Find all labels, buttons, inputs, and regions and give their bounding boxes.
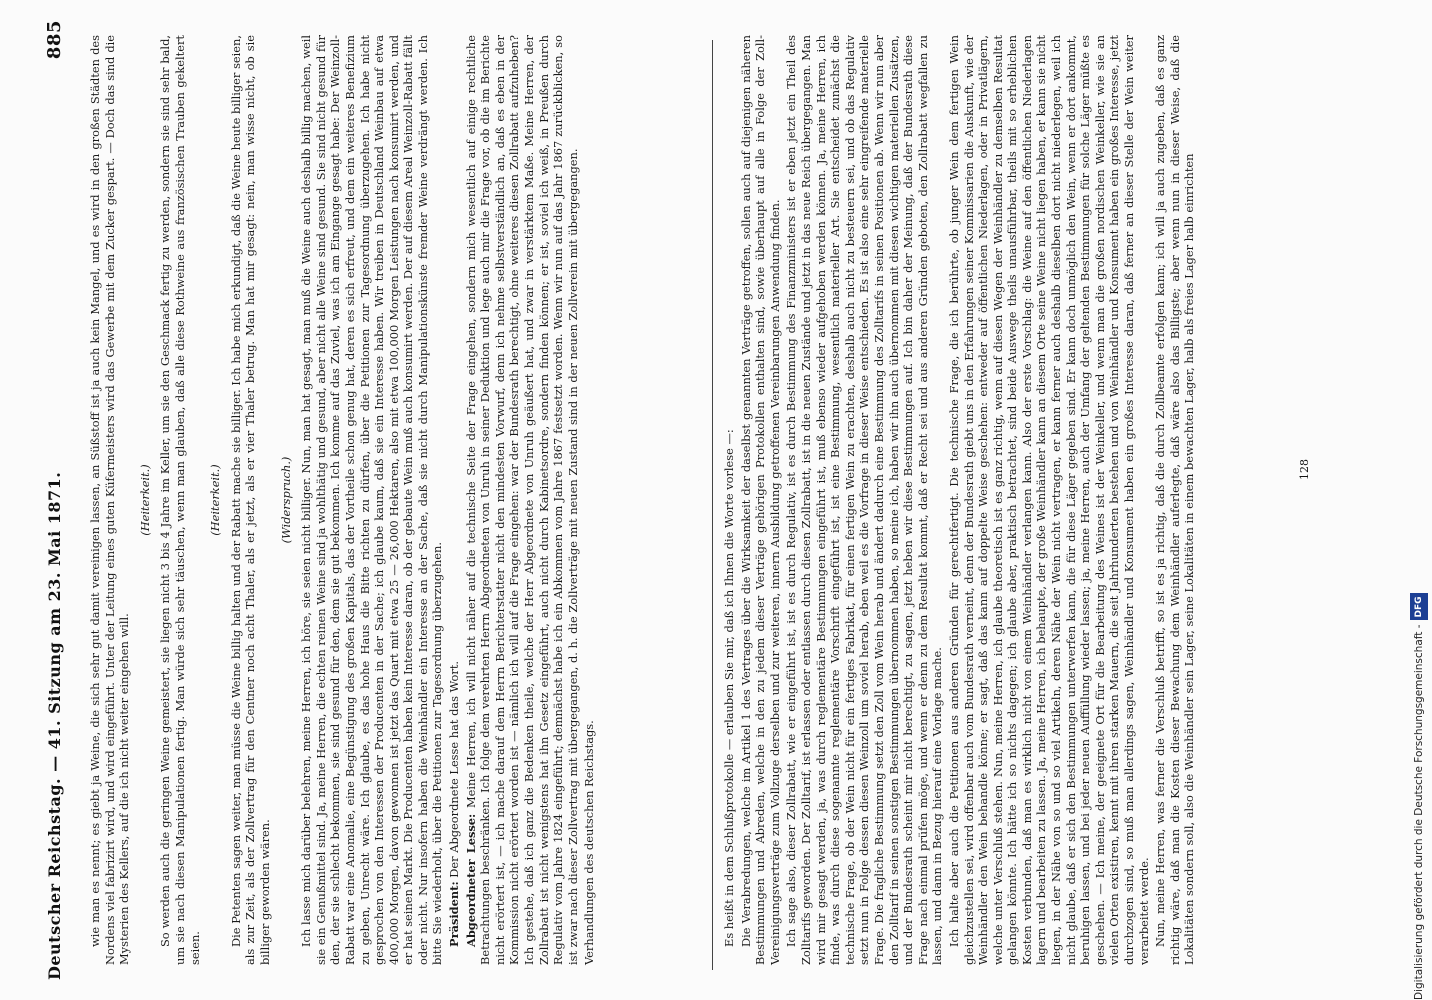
stage-direction: (Widerspruch.) bbox=[278, 456, 293, 544]
stage-direction: (Heiterkeit.) bbox=[208, 464, 223, 536]
signature-mark: 128 bbox=[1298, 459, 1311, 480]
page-number: 885 bbox=[43, 20, 65, 60]
speaker-name: Abgeordneter Lesse: bbox=[463, 813, 478, 947]
paragraph: Die Verabredungen, welche im Artikel 1 des Vertrages über die Wirksamkeit der daselbst genannten Verträge getroffen, sollen auch auf diejenigen näheren Bestimmungen und Abreden, welche in den zu jedem dieser Verträge gehörigen Protokollen enthalten sind, sowie überhaupt auf alle in Folge der Zoll-Vereinigungsverträge zum Vollzuge derselben und zur weiteren, innern Ausbildung getroffenen Vereinbarungen Anwendung finden. bbox=[738, 35, 782, 965]
stage-direction: (Heiterkeit.) bbox=[137, 464, 152, 536]
paragraph: Es heißt in dem Schlußprotokolle — erlauben Sie mir, daß ich Ihnen die Worte vorlese —: bbox=[722, 429, 736, 947]
text-column-left bbox=[88, 35, 688, 965]
dfg-logo: DFG bbox=[1410, 593, 1428, 620]
column-divider bbox=[712, 40, 713, 970]
speech-paragraph bbox=[447, 35, 462, 965]
paragraph: Nun, meine Herren, was ferner die Verschluß betrifft, so ist es ja richtig, daß die durch Zollbeamte erfolgen kann; ich will ja auch zugeben, daß es ganz richtig wäre, daß man die Kosten dieser Bewachung dem Weinhändler auferlegte, daß wäre also das Billigste; aber wenn nun in dieser Weise, daß die Lokalitäten sondern soll, also die Weinhändler sein Lager, seine Lokalitäten in einem bewachten Lager, halb als freies Lager halb einrichten bbox=[1153, 35, 1197, 965]
paragraph: Ich lasse mich darüber belehren, meine Herren, ich höre, sie seien nicht billiger. Nun, man hat gesagt, man muß die Weine auch deshalb billig machen, weil sie ein Genußmittel sind. Ja, meine Herren, die echten reinen Weine sind ja wohlthätig und gesund, aber nicht alle Weine sind gesund. Sie sind nicht gesund für den, der sie schlecht bekommen, sie sind gesund für den, dem sie gut bekommen. Ich komme auf das Zuviel, was ich am Eingange gesagt habe: Der Weinzoll-Rabatt war eine Anomalie, eine Begünstigung des großen Kapitals, das der Vortheile schon genug hat, deren es sich erfreut, und dem ein weiteres Benefizium zu geben, Unrecht wäre. Ich glaube, es das hohe Haus die Bitte richten zu dürfen, über die Petitionen zur Tagesordnung überzugehen. Ich habe nicht gesprochen von den Interessen der Producenten in der Sache; ich glaube kaum, daß sie ein Interesse haben. Wir treiben in Deutschland Weinbau auf etwa 400,000 Morgen, davon gewonnen ist jetzt das Quart mit etwa 25 — 26,000 Hektaren, also mit etwa 100,000 Morgen Leistungen nach konsumirt werden, und er hat seinen Markt. Die Producenten haben kein Interesse daran, ob der gebaute Wein muß auch konsumirt werden. Der auf diesem Areal Weinzoll-Rabatt fällt oder nicht. Nur insofern haben die Weinhändler ein Interesse an der Sache, daß sie nicht durch Manipulationskünste fremder Weine verdrängt werden. Ich bitte Sie wiederholt, über die Petitionen zur Tagesordnung überzugehen. bbox=[299, 35, 445, 965]
paragraph: wie man es nennt; es giebt ja Weine, die sich sehr gut damit vereinigen lassen, an Süßstoff ist ja auch kein Mangel, und es wird in den großen Städten des Nordens viel fabrizirt wird, und wird eingeführt. Unter der Leitung eines guten Küfermeisters wird das Gewerbe mit dem Zucker gespart. — Doch das sind die Mysterien des Kellers, auf die ich nicht weiter eingehen will. bbox=[88, 35, 132, 965]
speech-text: Meine Herren, ich will nicht näher auf die technische Seite der Frage eingehen, sondern mich wesentlich auf einige rechtliche Betrachtungen beschränken. Ich folge dem verehrten Herrn Abgeordneten von Unruh in seiner Deduktion und lege auch mir die Frage vor, ob die im Berichte nicht erörtert ist, — ich mache darauf dem Herrn Berichterstatter nicht den mindesten Vorwurf, denn ich nehme selbstverständlich an, daß es eben in der Kommission nicht erörtert worden ist — nämlich ich will auf die Frage eingehen: war der Bundesrath berechtigt, ohne weiteres diesen Zollrabatt aufzuheben? Ich gestehe, daß ich ganz die Bedenken theile, welche der Herr Abgeordnete von Unruh geäußert hat, und zwar in verstärktem Maße. Meine Herren, der Zollrabatt ist nicht wenigstens hat ihn Gesetz eingeführt, auch nicht durch Kabinetsordre, sondern finden können; er ist, soviel ich weiß, in Preußen durch Regulativ vom Jahre 1824 eingeführt; demnächst habe ich ein Abkommen vom Jahre 1867 festsetzt worden. Wenn wir nun auf das Jahr 1867 zurückblicken, so ist zwar nach dieser Zollvertrag mit übergegangen, d. h. die Zollverträge mit neuen Zustand sind in der neuen Zollverein mit übergegangen. bbox=[463, 35, 580, 965]
paragraph: Ich halte aber auch die Petitionen aus anderen Gründen für gerechtfertigt. Die technische Frage, die ich berührte, ob junger Wein dem fertigen Wein gleichzustellen sei, wird offenbar auch vom Bundesrath verneint, denn der Bundesrath giebt uns in den Erfahrungen seiner Kommissarien die Auskunft, wie der Weinhändler den Wein behandle könne; er sagt, daß das kann auf doppelte Weise geschehen: entweder auf öffentlichen Niederlagen, oder in Privatlägern, welche unter Verschluß stehen. Nun, meine Herren, ich glaube theoretisch ist es ganz richtig, wenn auf diesen Wegen der Weinhändler zu demselben Resultat gelangen könnte. Ich hätte ich so nichts dagegen; ich glaube aber, praktisch betrachtet, sind beide Auswege theils unausführbar, theils mit so erheblichen Kosten verbunden, daß man es wirklich nicht von einem Weinhändler verlangen kann. Also der erste Vorschlag: die Weine auf den öffentlichen Niederlagen lagern und bearbeiten zu lassen. Ja, meine Herren, ich behaupte, der große Weinhändler kann an diesem Orte seine Weine nicht liegen haben, er kann sie nicht liegen, in der Nähe von so und so viel Artikeln, deren Nähe der Wein nicht vertragen, er kann ferner auch deshalb dieselben dort nicht niederlegen, weil ich nicht glaube, daß er sich den Bestimmungen unterwerfen kann, die für diese Läger gegeben sind. Er kann doch unmöglich den Wein, wenn er dort ankommt, beruhigen lassen, und bei jeder neuen Auffüllung wieder lassen; ja, meine Herren, auch der Umfang der geltenden Bestimmungen für solche Läger müßte es geschehen. — Ich meine, der geeignete Ort für die Bearbeitung des Weines ist der Weinkeller, und wenn man die großen nordischen Weinkeller, wie sie an vielen Orten existiren, kennt mit ihren starken Mauern, die seit Jahrhunderten bestehen und von Weinhändler und Konsument haben ein großes Interesse, jetzt durchzogen sind, so muß man allerdings sagen, Weinhändler und Konsument haben ein großes Interesse daran, daß ferner an dieser Stelle der Wein weiter verarbeitet werde. bbox=[946, 35, 1151, 965]
paragraph: So werden auch die geringen Weine gemeistert, sie liegen nicht 3 bis 4 Jahre im Keller, um sie den Geschmack fertig zu werden, sondern sie sind sehr bald, um sie nach diesen Manipulationen fertig. Man würde sich sehr täuschen, wenn man glauben, daß alle diese Rothweine aus französischen Trauben gekeltert seien. bbox=[158, 35, 202, 965]
speech-text: Der Abgeordnete Lesse hat das Wort. bbox=[447, 660, 462, 878]
digitization-credit bbox=[1410, 0, 1428, 1000]
speaker-name: Präsident: bbox=[447, 881, 462, 947]
speech-paragraph bbox=[464, 35, 581, 965]
text-column-right bbox=[722, 35, 1262, 965]
paragraph: Ich sage also, dieser Zollrabatt, wie er eingeführt ist, ist es durch Regulativ, ist es durch Bestimmung des Finanzministers ist er eben jetzt ein Theil des Zolltarifs geworden. Der Zolltarif, ist erlassen oder entlassen durch diesen Zollrabatt, ist in die neuen Zustände und jetzt in das neue Reich übergegangen. Man wird mir gesagt werden, ja, was durch reglementäre Bestimmungen eingeführt ist, muß ebenso wieder aufgehoben werden können. Ja, meine Herren, ich finde, was durch diese sogenannte reglementäre Vorschrift eingeführt ist, ist eine Bestimmung, wesentlich materieller Art. Sie entscheidet zunächst die technische Frage, ob der Wein nicht für ein fertiges Fabrikat, für einen fertigen Wein zu erachten, deshalb auch nicht zu besteuern sei, und ob das Regulativ setzt nun in Folge dessen diesen Weinzoll um soviel herab, eben weil es die Vorfrage in dieser Weise entschieden. Es ist also eine sehr eingreifende materielle Frage. Die fragliche Bestimmung setzt den Zoll vom Wein herab und ändert dadurch eine Bestimmung des Zolltarifs in seinen Positionen ab. Wenn wir nun aber den Zolltarif in seinen sonstigen Bestimmungen übernommen haben, so meine ich, haben wir ihn auch übernommen mit diesen wichtigen materiellen Zusätzen, und der Bundesrath scheint mir nicht berechtigt, zu sagen, jetzt heben wir diese Bestimmungen auf. Ich bin daher der Meinung, daß der Bundesrath diese Frage nach einmal prüfen möge, und wenn er denn zu dem Resultat kommt, daß er Recht sei und aus anderen Gründen geboten, den Zollrabatt wegfallen zu lassen, und dann in Bezug hierauf eine Vorlage mache. bbox=[784, 35, 945, 965]
paragraph: Die Petenten sagen weiter, man müsse die Weine billig halten und der Rabatt mache sie billiger. Ich habe mich erkundigt, daß die Weine heute billiger seien, als zur Zeit, als der Zollvertrag für den Centner noch acht Thaler, als er jetzt, als er vier Thaler betrug. Man hat mir gesagt: nein, man wisse nicht, ob sie billiger geworden wären. bbox=[228, 35, 272, 965]
page-header bbox=[39, 20, 69, 980]
running-title: Deutscher Reichstag. — 41. Sitzung am 23. Mai 1871. bbox=[44, 471, 64, 980]
footer-line: Verhandlungen des deutschen Reichstags. bbox=[582, 720, 597, 965]
credit-text: Digitalisierung gefördert durch die Deutsche Forschungsgemeinschaft - bbox=[1413, 624, 1425, 1000]
